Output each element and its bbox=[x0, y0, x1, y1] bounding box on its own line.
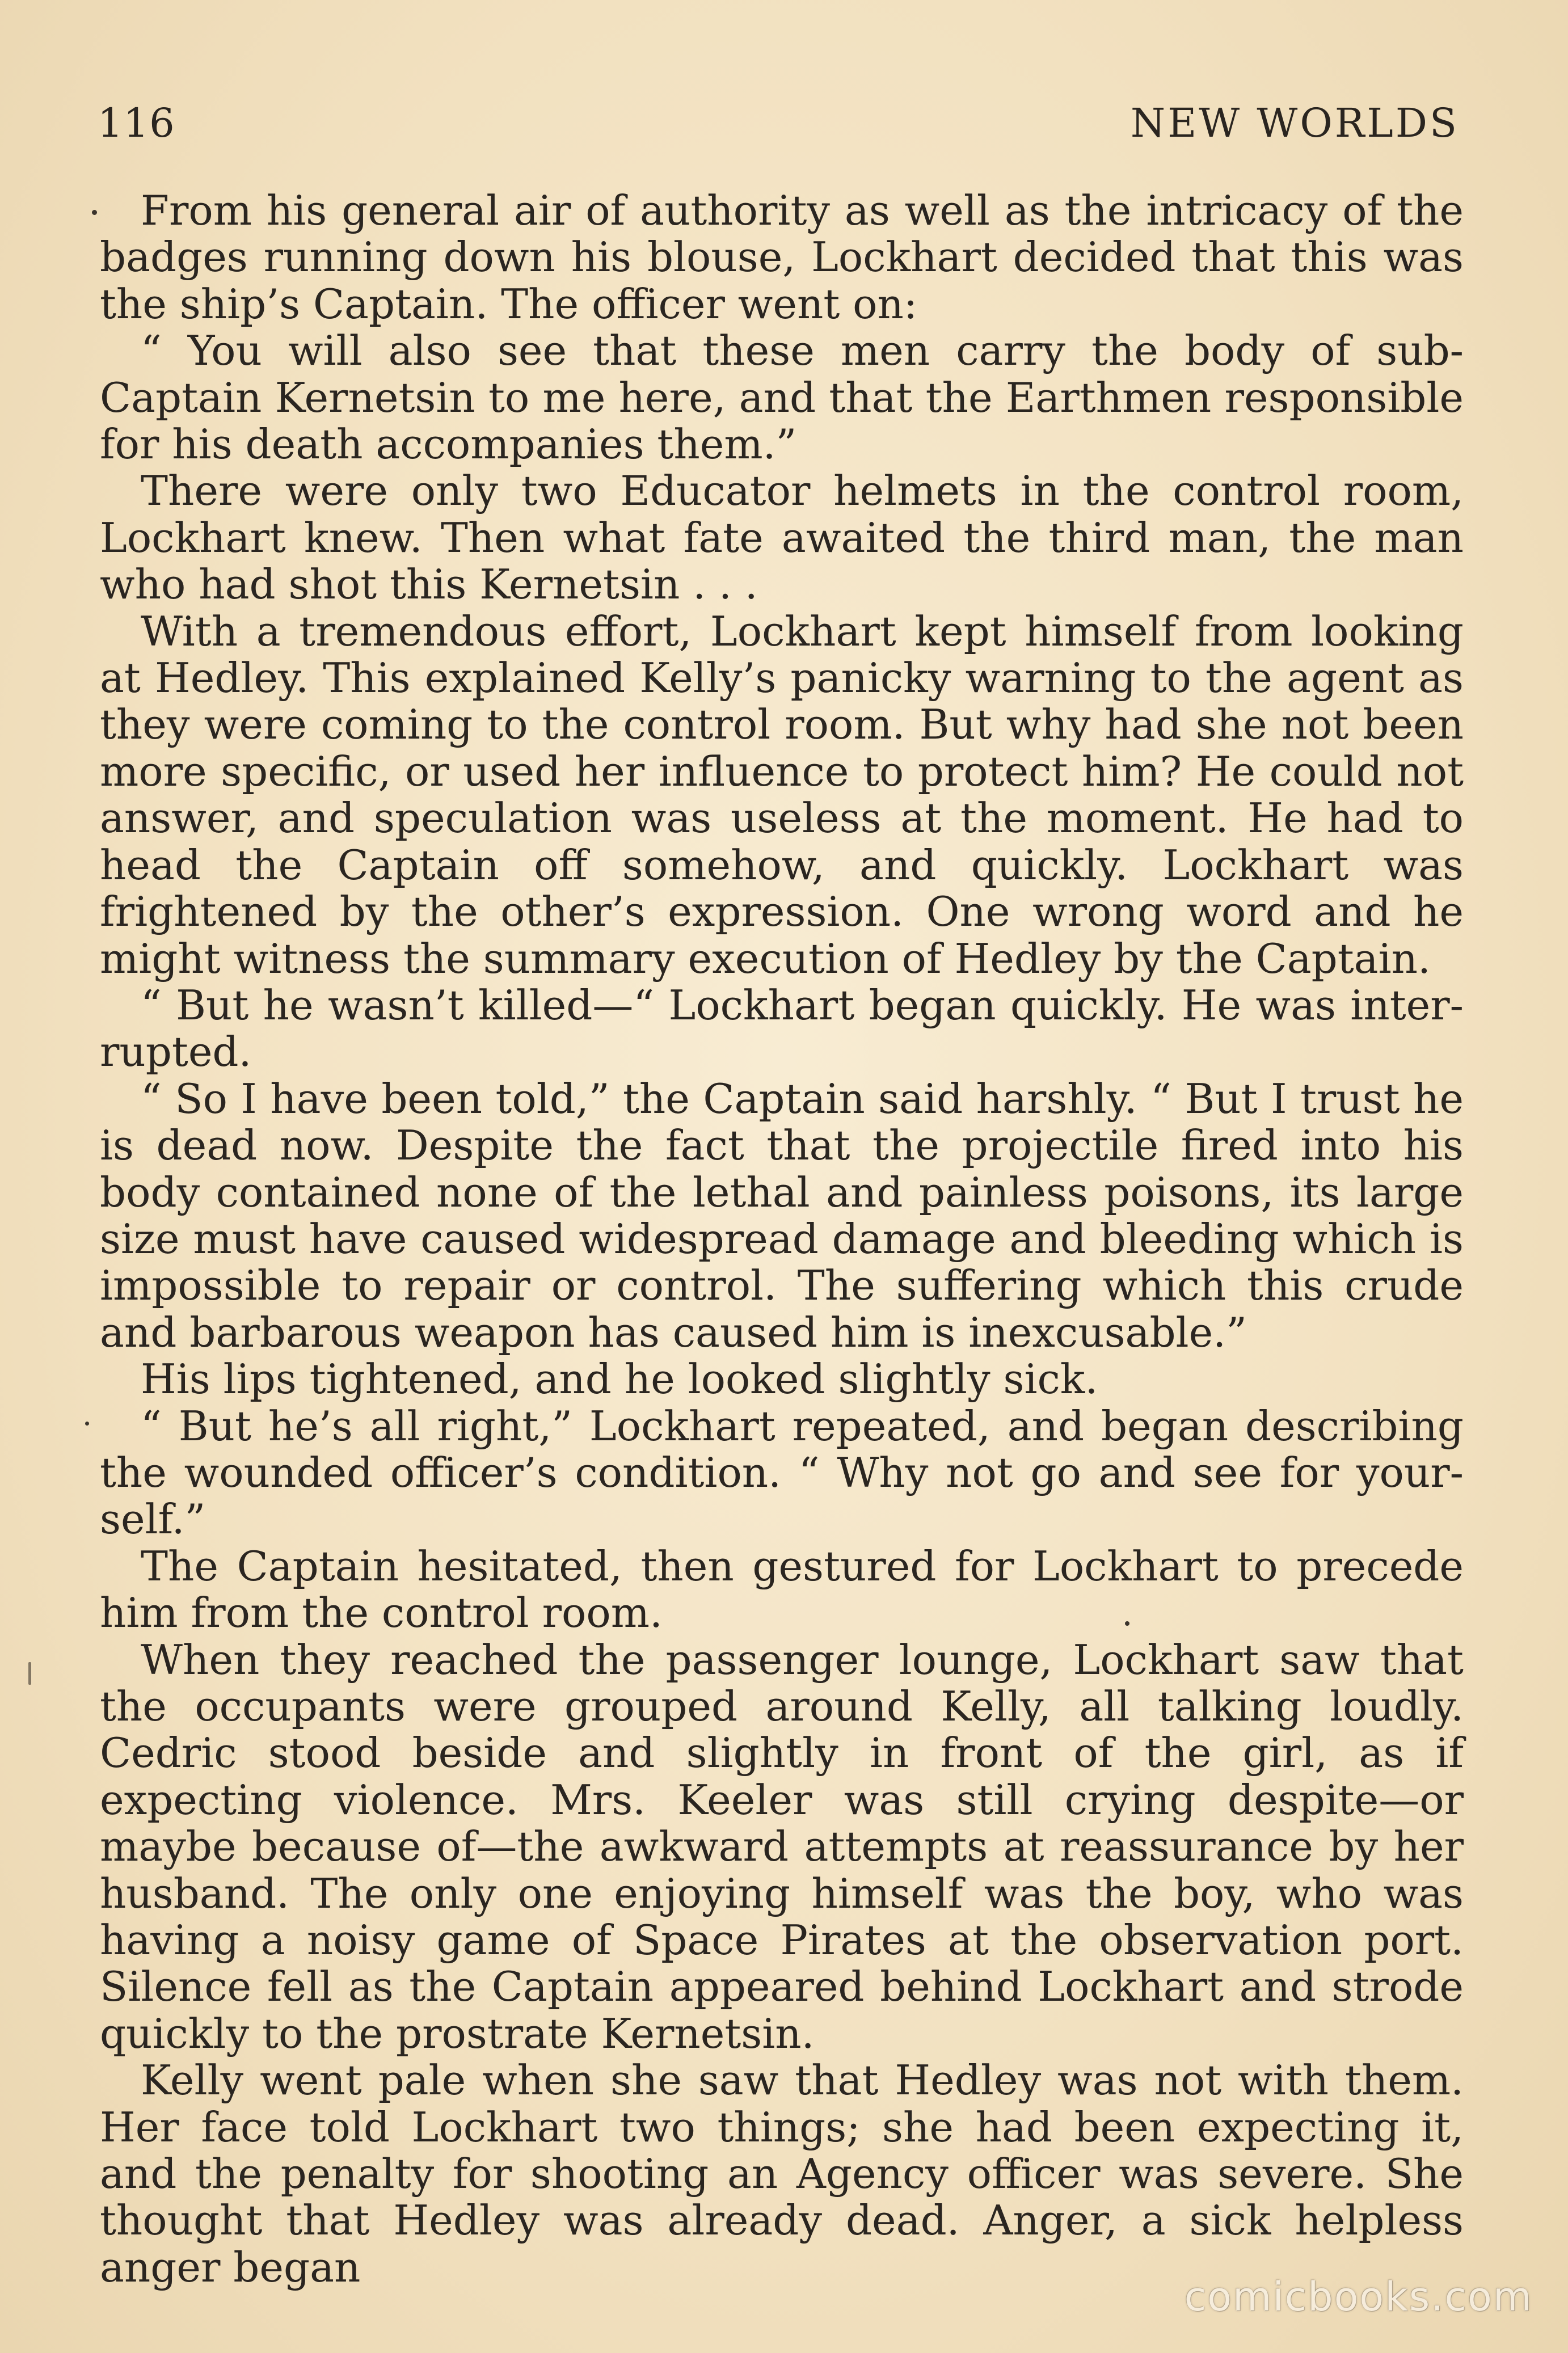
running-head: NEW WORLDS bbox=[1130, 100, 1459, 146]
paragraph: “ But he wasn’t killed—“ Lockhart began quickly. He was interrupted. bbox=[100, 981, 1464, 1076]
paragraph: The Captain hesitated, then gestured for Lockhart to precede him from the control room. bbox=[100, 1542, 1464, 1637]
paragraph: Kelly went pale when she saw that Hedley was not with them. Her face told Lockhart two things; she had been expecting it, and the penalty for shooting an Agency officer was severe. She thought that Hedley was already dead. Anger, a sick helpless anger began bbox=[100, 2056, 1464, 2291]
page-number: 116 bbox=[98, 100, 175, 146]
paragraph: When they reached the passenger lounge, Lockhart saw that the occupants were grouped around Kelly, all talking loudly. Cedric stood beside and slightly in front of the girl, as if expecting violence. Mrs. Keeler was still crying despite—or maybe because of—the awkward attempts at reassurance by her husband. The only one enjoying himself was the boy, who was having a noisy game of Space Pirates at the observation port. Silence fell as the Captain appeared behind Lockhart and strode quickly to the prostrate Kernetsin. bbox=[100, 1635, 1464, 2057]
paragraph: “ You will also see that these men carry the body of sub-Captain Kernetsin to me here, and that the Earthmen responsible for his death accompanies them.” bbox=[100, 327, 1464, 469]
paragraph: From his general air of authority as well as the intricacy of the badges running down his blouse, Lockhart decided that this was the ship’s Captain. The officer went on: bbox=[100, 187, 1464, 328]
paragraph: “ But he’s all right,” Lockhart repeated, and began describing the wounded officer’s condition. “ Why not go and see for yourself.” bbox=[100, 1402, 1464, 1544]
print-speck bbox=[28, 1662, 31, 1685]
paragraph: His lips tightened, and he looked slightly sick. bbox=[141, 1355, 1098, 1403]
paragraph: “ So I have been told,” the Captain said harshly. “ But I trust he is dead now. Despite the fact that the projectile fired into his body contained none of the lethal and painless poisons, its large size must have caused widespread damage and bleeding which is impossible to repair or control. The suffering which this crude and barbarous weapon has caused him is inexcusable.” bbox=[100, 1074, 1464, 1356]
paragraph: There were only two Educator helmets in the control room, Lockhart knew. Then what fate awaited the third man, the man who had shot this Kernetsin . . . bbox=[100, 467, 1464, 609]
page-header bbox=[98, 100, 1459, 151]
body-text bbox=[100, 187, 1464, 2291]
paragraph: With a tremendous effort, Lockhart kept himself from looking at Hedley. This explained Kelly’s panicky warning to the agent as they were coming to the control room. But why had she not been more specific, or used her influence to protect him? He could not answer, and speculation was useless at the moment. He had to head the Captain off somehow, and quickly. Lockhart was frightened by the other’s expression. One wrong word and he might witness the summary execution of Hedley by the Captain. bbox=[100, 607, 1464, 982]
print-speck bbox=[1125, 1621, 1129, 1626]
print-speck bbox=[85, 1422, 89, 1426]
print-speck bbox=[92, 210, 97, 215]
watermark: comicbooks.com bbox=[1184, 2274, 1533, 2320]
